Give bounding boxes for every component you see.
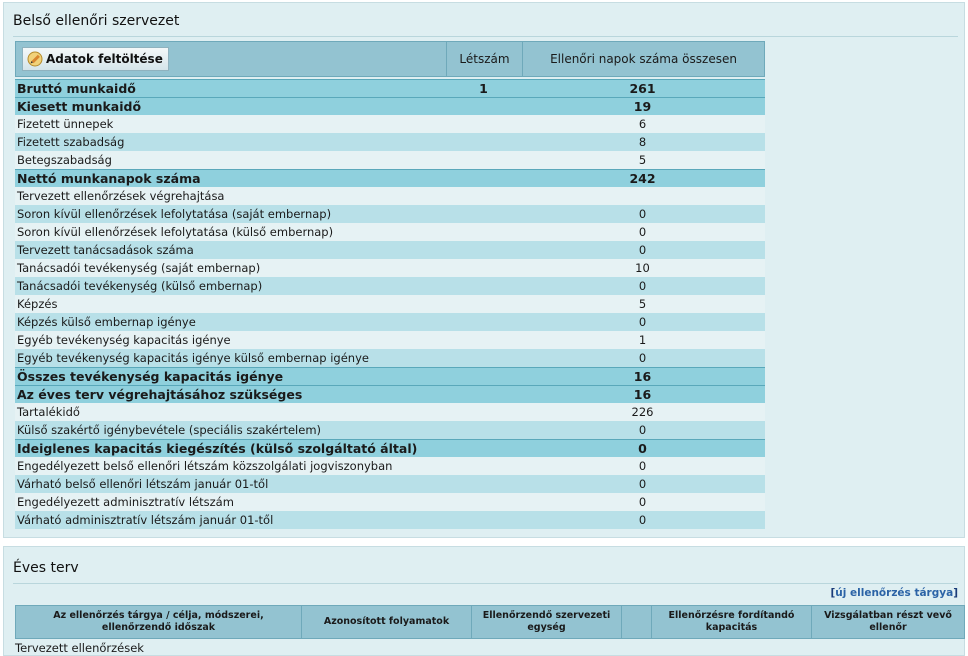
col-org-unit: Ellenőrzendő szervezeti egység: [472, 606, 622, 638]
row-value: 5: [638, 297, 647, 311]
row-label: Tervezett ellenőrzések végrehajtása: [17, 189, 225, 203]
row-value: 0: [638, 315, 647, 329]
header-cell-action: [16, 42, 447, 76]
table-row: [15, 205, 765, 223]
table-header: [15, 41, 765, 77]
row-label: Bruttó munkaidő: [17, 81, 136, 96]
col-processes: Azonosított folyamatok: [302, 606, 472, 638]
row-value: 242: [629, 171, 656, 186]
row-label: Engedélyezett adminisztratív létszám: [17, 495, 234, 509]
row-label: Tanácsadói tevékenység (külső embernap): [17, 279, 263, 293]
new-audit-subject-link[interactable]: új ellenőrzés tárgya: [835, 587, 954, 599]
table-row: [15, 259, 765, 277]
table-row: [15, 151, 765, 169]
row-label: Tanácsadói tevékenység (saját embernap): [17, 261, 261, 275]
table-row: [15, 421, 765, 439]
internal-audit-org-panel: [3, 2, 965, 538]
col-auditor: Vizsgálatban részt vevő ellenőr: [824, 610, 952, 633]
table-row: [15, 493, 765, 511]
row-value: 10: [635, 261, 650, 275]
row-label: Képzés külső embernap igénye: [17, 315, 196, 329]
row-label: Külső szakértő igénybevétele (speciális szakértelem): [17, 423, 322, 437]
table-row: [15, 169, 765, 187]
row-value: 19: [633, 99, 652, 114]
bracket-close: ]: [953, 587, 958, 599]
row-label: Tartalékidő: [17, 405, 80, 419]
table-row: [15, 295, 765, 313]
upload-button-label: Adatok feltöltése: [46, 52, 163, 66]
table-row: [15, 277, 765, 295]
new-audit-link-wrapper: [830, 587, 958, 599]
row-label: Az éves terv végrehajtásához szükséges: [17, 387, 303, 402]
row-label: Ideiglenes kapacitás kiegészítés (külső szolgáltató által): [17, 441, 418, 456]
pencil-edit-icon: [27, 51, 43, 67]
row-label: Összes tevékenység kapacitás igénye: [17, 369, 284, 384]
header-days: Ellenőri napok száma összesen: [550, 52, 737, 66]
row-label: Soron kívül ellenőrzések lefolytatása (külső embernap): [17, 225, 334, 239]
row-value: 0: [638, 351, 647, 365]
row-value: 1: [638, 333, 647, 347]
row-value: 16: [633, 369, 652, 384]
table-row: [15, 439, 765, 457]
row-label: Várható adminisztratív létszám január 01-től: [17, 513, 274, 527]
row-value: 0: [638, 279, 647, 293]
row-label: Egyéb tevékenység kapacitás igénye külső embernap igénye: [17, 351, 369, 365]
table-row: [15, 457, 765, 475]
row-label: Képzés: [17, 297, 58, 311]
row-value: 261: [629, 81, 656, 96]
row-label: Fizetett ünnepek: [17, 117, 114, 131]
row-label: Tervezett tanácsadások száma: [17, 243, 194, 257]
row-value: 0: [638, 423, 647, 437]
table-row: [15, 403, 765, 421]
plan-table-header: [15, 605, 965, 639]
row-label: Egyéb tevékenység kapacitás igénye: [17, 333, 231, 347]
row-value: 0: [638, 225, 647, 239]
table-row: [15, 97, 765, 115]
row-label: Várható belső ellenőri létszám január 01-től: [17, 477, 269, 491]
row-value: 0: [638, 441, 647, 456]
header-count: Létszám: [447, 42, 523, 76]
title-divider: [13, 583, 958, 584]
bracket-open: [: [830, 587, 836, 599]
row-value: 8: [638, 135, 647, 149]
row-label: Nettó munkanapok száma: [17, 171, 201, 186]
row-label: Fizetett szabadság: [17, 135, 125, 149]
table-row: [15, 313, 765, 331]
table-row: [15, 133, 765, 151]
table-row: [15, 79, 765, 97]
row-value: 6: [638, 117, 647, 131]
table-row: [15, 475, 765, 493]
row-value: 5: [638, 153, 647, 167]
capacity-table: [15, 41, 765, 529]
upload-data-button[interactable]: [22, 47, 169, 71]
table-row: [15, 241, 765, 259]
table-row: [15, 349, 765, 367]
title-divider: [13, 36, 958, 37]
row-value: 0: [638, 207, 647, 221]
row-value: 0: [638, 243, 647, 257]
row-label: Soron kívül ellenőrzések lefolytatása (saját embernap): [17, 207, 332, 221]
row-value: 16: [633, 387, 652, 402]
col-capacity: Ellenőrzésre fordítandó kapacitás: [652, 606, 812, 638]
table-body: [15, 79, 765, 529]
col-blank: [622, 606, 652, 638]
row-value: 0: [638, 495, 647, 509]
row-value: 0: [638, 513, 647, 527]
plan-row-label: Tervezett ellenőrzések: [15, 641, 144, 655]
table-row: [15, 367, 765, 385]
table-row: [15, 385, 765, 403]
table-row: [15, 115, 765, 133]
row-value: 0: [638, 477, 647, 491]
row-value: 226: [631, 405, 654, 419]
table-row: [15, 511, 765, 529]
col-subject: Az ellenőrzés tárgya / célja, módszerei, ellenőrzendő időszak: [16, 606, 302, 638]
table-row: [15, 187, 765, 205]
annual-plan-panel: [3, 546, 965, 656]
section-title: Belső ellenőri szervezet: [13, 13, 180, 29]
row-label: Betegszabadság: [17, 153, 112, 167]
section-title: Éves terv: [13, 560, 79, 576]
table-row: [15, 223, 765, 241]
row-value: 0: [638, 459, 647, 473]
row-label: Engedélyezett belső ellenőri létszám közszolgálati jogviszonyban: [17, 459, 393, 473]
row-label: Kiesett munkaidő: [17, 99, 142, 114]
row-count: 1: [479, 81, 488, 96]
table-row: [15, 331, 765, 349]
